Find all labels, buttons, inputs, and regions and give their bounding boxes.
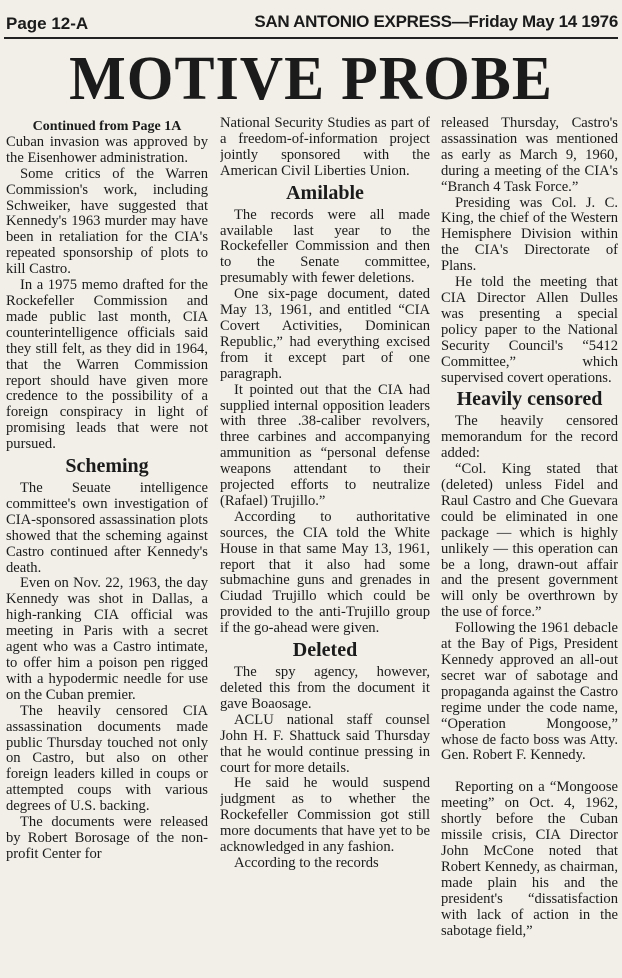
paragraph: One six-page document, dated May 13, 1961, and entitled “CIA Covert Activities, Dominican Republic,” had everything excised from it except part of one paragraph. [220, 286, 430, 382]
paragraph: In a 1975 memo drafted for the Rockefeller Commission and made public last month, CIA counterintelligence officials said they still felt, as they did in 1964, that the Warren Commission report should have given more credence to the possibility of a foreign conspiracy in light of promising leads that were not pursued. [6, 277, 208, 453]
paragraph: Following the 1961 debacle at the Bay of Pigs, President Kennedy approved an all-out secret war of sabotage and propaganda against the Castro regime under the code name, “Operation Mongoose,” whose de facto boss was Atty. Gen. Robert F. Kennedy. [441, 620, 618, 764]
article-column-2 [220, 116, 430, 978]
page-number: Page 12-A [6, 14, 89, 33]
masthead-rule [4, 37, 618, 39]
paragraph: He told the meeting that CIA Director Allen Dulles was presenting a special policy paper to the National Security Council's “5412 Committee,” which supervised covert operations. [441, 274, 618, 386]
paragraph: Even on Nov. 22, 1963, the day Kennedy was shot in Dallas, a high-ranking CIA official was meeting in Paris with a secret agent who was a Castro intimate, to offer him a poison pen rigged with a hypodermic needle for use on the Cuban premier. [6, 575, 208, 703]
subhead-amilable: Amilable [286, 181, 364, 204]
dateline: SAN ANTONIO EXPRESS—Friday May 14 1976 [254, 12, 618, 31]
paragraph: Presiding was Col. J. C. King, the chief of the Western Hemisphere Division within the CIA's Directorate of Plans. [441, 194, 618, 275]
paragraph: Cuban invasion was approved by the Eisenhower administration. [6, 133, 208, 166]
paragraph: “Col. King stated that (deleted) unless Fidel and Raul Castro and Che Guevara could be eliminated in one package — which is highly unlikely — this operation can be a long, drawn-out affair and the present government will only be overthrown by the use of force.” [441, 461, 618, 621]
headline: MOTIVE PROBE [69, 43, 553, 113]
paragraph: Some critics of the Warren Commission's work, including Schweiker, have suggested that Kennedy's 1963 murder may have been in retaliation for the CIA's repeated sponsorship of plots to kill Castro. [6, 165, 208, 278]
paragraph: Reporting on a “Mongoose meeting” on Oct. 4, 1962, shortly before the Cuban missile crisis, CIA Director John McCone noted that Robert Kennedy, as chairman, made plain his and the president's “dissatisfaction with lack of action in the sabotage field,” [441, 779, 618, 939]
paragraph: The documents were released by Robert Borosage of the non-profit Center for [6, 814, 208, 862]
paragraph-gap [441, 764, 618, 780]
paragraph: The spy agency, however, deleted this from the document it gave Boaosage. [220, 664, 430, 712]
paragraph: ACLU national staff counsel John H. F. Shattuck said Thursday that he would continue pressing in court for more details. [220, 711, 430, 776]
subhead-deleted: Deleted [292, 639, 358, 662]
paragraph: The heavily censored memorandum for the record added: [441, 413, 618, 462]
article-column-1 [6, 119, 208, 978]
paragraph: The heavily censored CIA assassination documents made public Thursday touched not only on Castro, but also on other foreign leaders killed in coups or attempted coups with various degrees of U.S. backing. [6, 702, 208, 815]
paragraph: According to the records [234, 854, 379, 871]
paragraph: It pointed out that the CIA had supplied internal opposition leaders with three .38-caliber revolvers, three carbines and accompanying ammunition as “personal defense weapons attendant to their projected efforts to neutralize (Rafael) Trujillo.” [220, 381, 430, 509]
paragraph: The records were all made available last year to the Rockefeller Commission and then to the Senate committee, presumably with fewer deletions. [220, 206, 430, 287]
subhead-scheming: Scheming [65, 455, 149, 478]
subhead-heavily-censored: Heavily censored [456, 388, 603, 411]
paragraph: He said he would suspend judgment as to whether the Rockefeller Commission got still more documents that have yet to be acknowledged in any fashion. [220, 775, 430, 856]
masthead [0, 0, 622, 34]
paragraph: The Seuate intelligence committee's own investigation of CIA-sponsored assassination plots showed that the scheming against Castro continued after Kennedy's death. [6, 480, 208, 576]
continued-note: Continued from Page 1A [32, 119, 182, 134]
article-column-3 [441, 116, 618, 978]
paragraph: National Security Studies as part of a freedom-of-information project jointly sponsored with the American Civil Liberties Union. [220, 116, 430, 179]
paragraph: According to authoritative sources, the CIA told the White House in that same May 13, 1961, report that it also had some submachine guns and grenades in Ciudad Trujillo which could be provided to the anti-Trujillo group if the go-ahead were given. [220, 508, 430, 637]
paragraph: released Thursday, Castro's assassination was mentioned as early as March 9, 1960, during a meeting of the CIA's “Branch 4 Task Force.” [441, 116, 618, 195]
